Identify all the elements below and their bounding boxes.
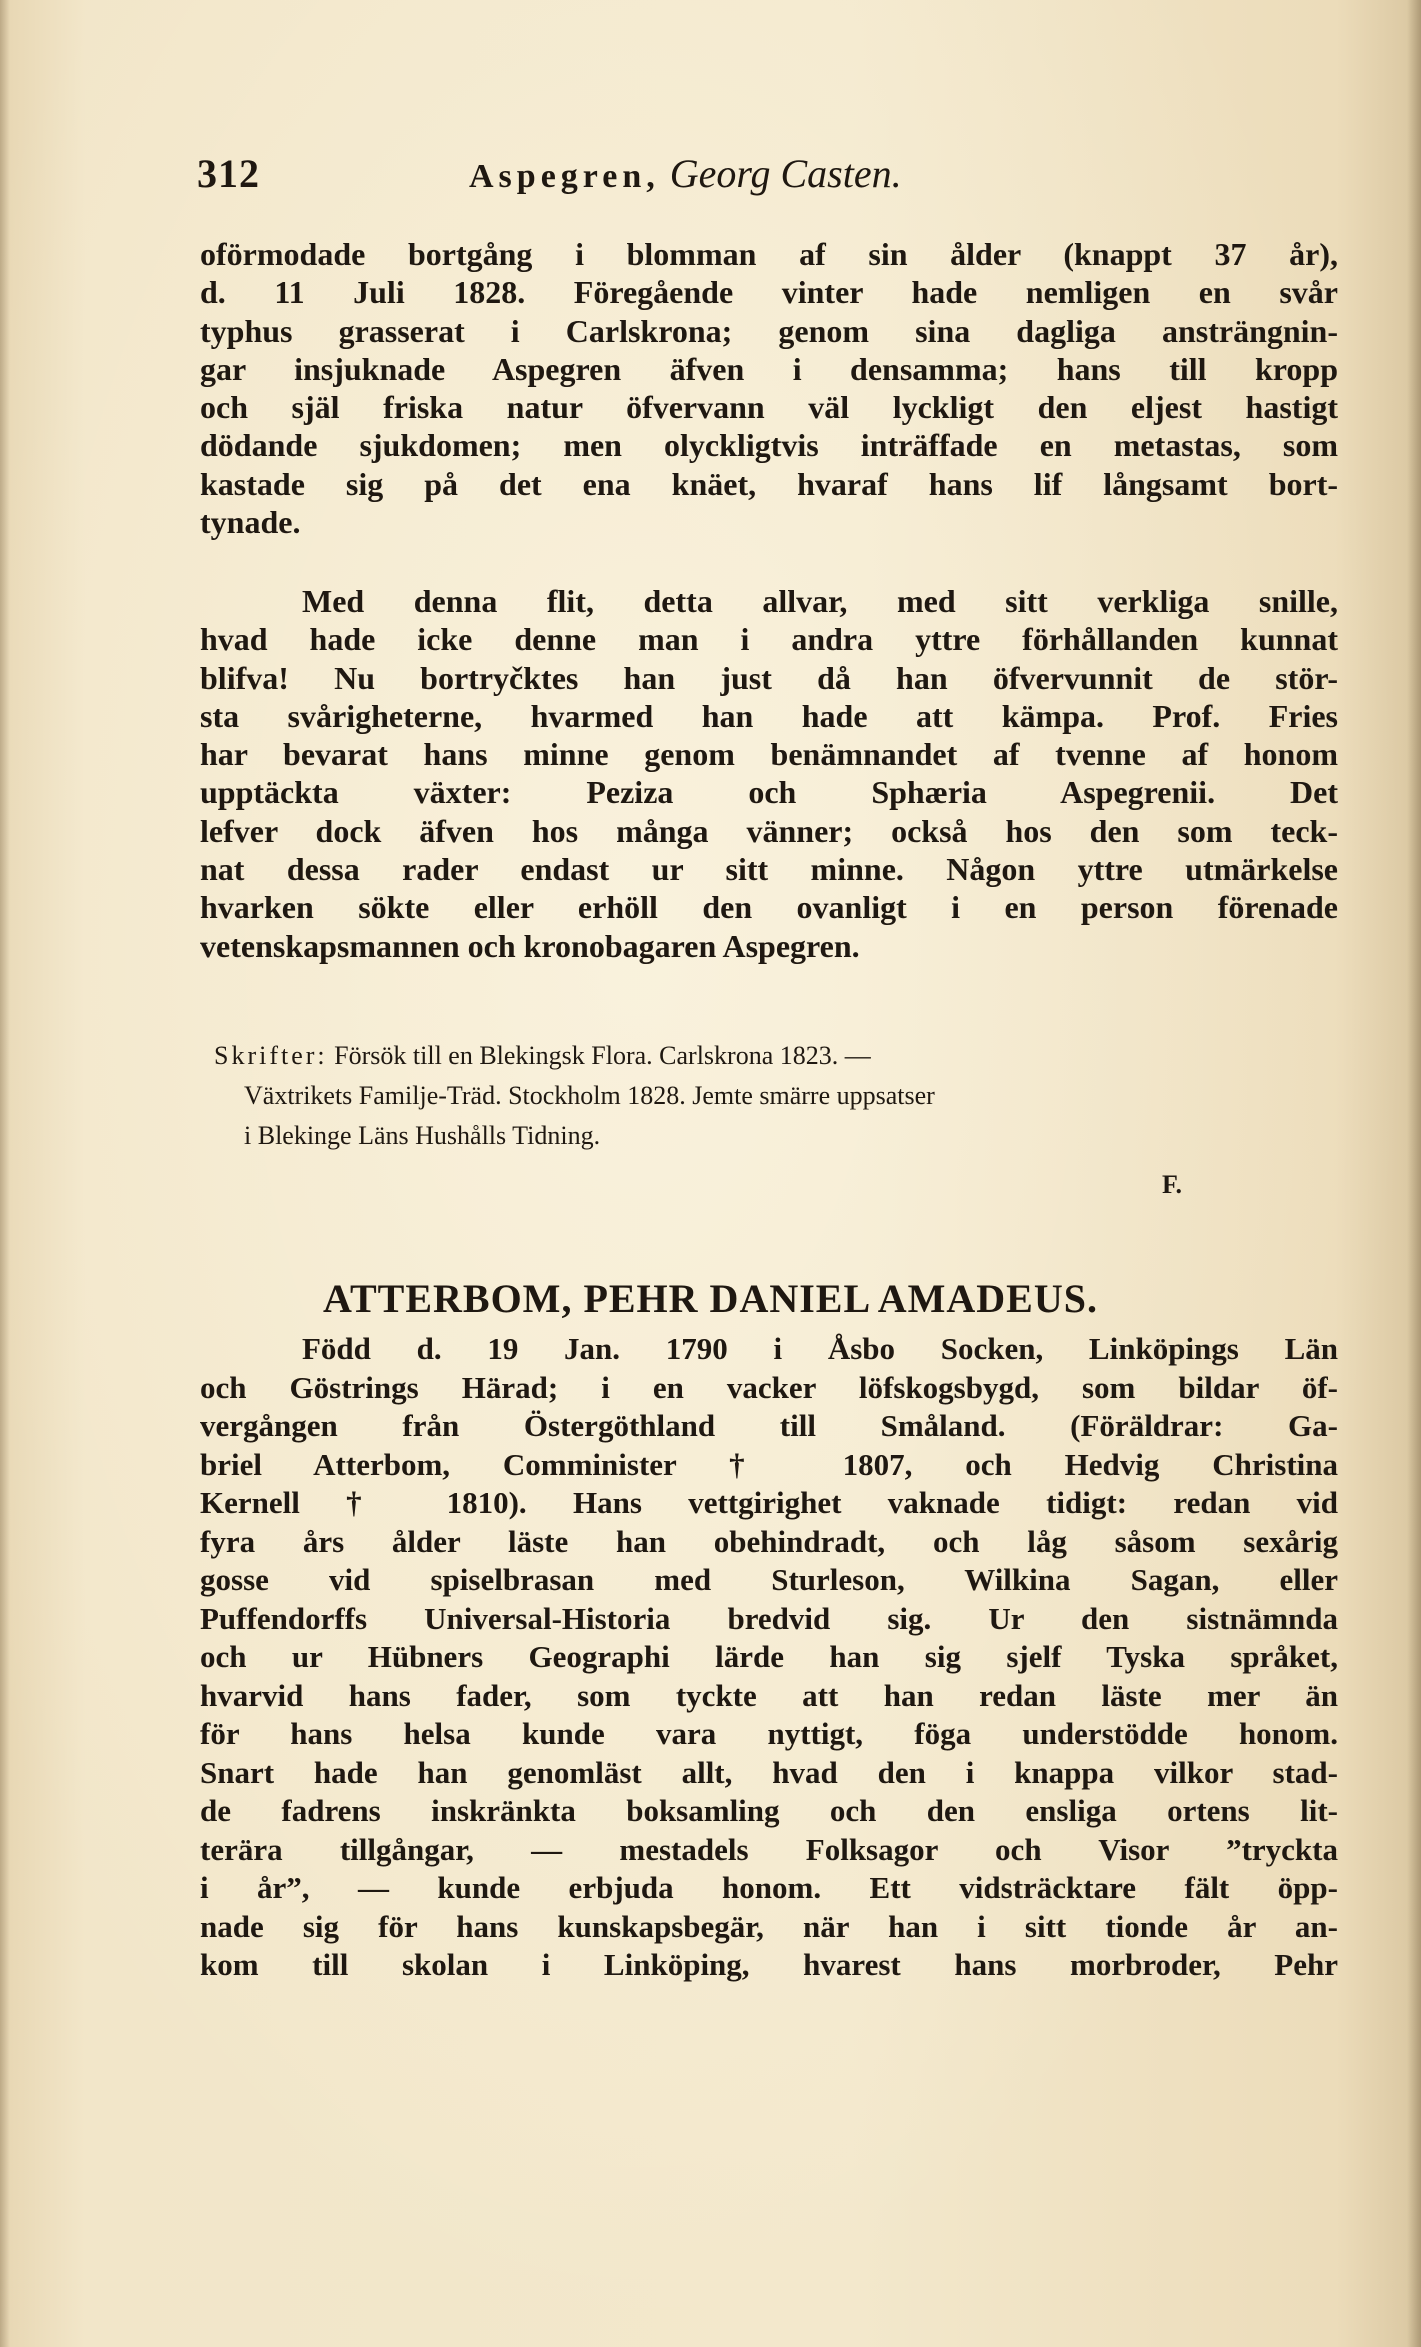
- author-signature: F.: [1162, 1170, 1182, 1199]
- text-line: terära tillgångar, — mestadels Folksagor och Visor ”tryckta: [200, 1831, 1338, 1867]
- text-line: typhus grasserat i Carlskrona; genom sina dagliga ansträngnin-: [200, 312, 1338, 349]
- text-line: i år”, — kunde erbjuda honom. Ett vidsträcktare fält öpp-: [200, 1870, 1338, 1905]
- text-line: hvarken sökte eller erhöll den ovanligt i en person förenade: [200, 889, 1338, 926]
- text-line: sta svårigheterne, hvarmed han hade att kämpa. Prof. Fries: [200, 697, 1338, 734]
- writings-line: Växtrikets Familje-Träd. Stockholm 1828. Jemte smärre uppsatser: [244, 1081, 935, 1110]
- running-head-surname: Aspegren,: [469, 158, 660, 195]
- text-line: oförmodade bortgång i blomman af sin ålder (knappt 37 år),: [200, 236, 1338, 272]
- writings-text: Försök till en Blekingsk Flora. Carlskrona 1823. —: [334, 1041, 871, 1070]
- text-line: och ur Hübners Geographi lärde han sig sjelf Tyska språket,: [200, 1639, 1338, 1674]
- text-line: kastade sig på det ena knäet, hvaraf hans lif långsamt bort-: [200, 465, 1338, 502]
- text-line: för hans helsa kunde vara nyttigt, föga understödde honom.: [200, 1716, 1338, 1751]
- text-line: de fadrens inskränkta boksamling och den ensliga ortens lit-: [200, 1793, 1338, 1828]
- running-header: [197, 150, 1097, 200]
- text-line: Född d. 19 Jan. 1790 i Åsbo Socken, Linköpings Län: [302, 1331, 1338, 1366]
- text-line: upptäckta växter: Peziza och Sphæria Aspegrenii. Det: [200, 774, 1338, 811]
- text-line: nat dessa rader endast ur sitt minne. Någon yttre utmärkelse: [200, 851, 1338, 888]
- page-left-edge: [0, 0, 10, 2347]
- text-line: blifva! Nu bortryčktes han just då han öfvervunnit de stör-: [200, 659, 1338, 696]
- text-line: gosse vid spiselbrasan med Sturleson, Wilkina Sagan, eller: [200, 1562, 1338, 1597]
- text-line: och själ friska natur öfvervann väl lyckligt den eljest hastigt: [200, 389, 1338, 426]
- entry-paragraph: [200, 1330, 1338, 1985]
- writings-line: i Blekinge Läns Hushålls Tidning.: [244, 1121, 601, 1150]
- text-line: tynade.: [200, 504, 301, 541]
- writings-line: [214, 1036, 1330, 1076]
- text-line: d. 11 Juli 1828. Föregående vinter hade nemligen en svår: [200, 274, 1338, 311]
- text-line: lefver dock äfven hos många vänner; också hos den som teck-: [200, 812, 1338, 849]
- text-line: nade sig för hans kunskapsbegär, när han i sitt tionde år an-: [200, 1908, 1338, 1944]
- text-line: Kernell † 1810). Hans vettgirighet vaknade tidigt: redan vid: [200, 1485, 1338, 1520]
- page-number: 312: [197, 151, 260, 196]
- text-line: hvad hade icke denne man i andra yttre förhållanden kunnat: [200, 621, 1338, 658]
- text-line: vergången från Östergöthland till Småland. (Föräldrar: Ga-: [200, 1408, 1338, 1443]
- running-head-given-names: Georg Casten.: [669, 151, 902, 196]
- text-line: har bevarat hans minne genom benämnandet af tvenne af honom: [200, 736, 1338, 773]
- writings-list: [214, 1036, 1330, 1156]
- text-line: Snart hade han genomläst allt, hvad den i knappa vilkor stad-: [200, 1754, 1338, 1790]
- text-line: briel Atterbom, Comminister † 1807, och Hedvig Christina: [200, 1446, 1338, 1482]
- text-line: dödande sjukdomen; men olyckligtvis inträffade en metastas, som: [200, 427, 1338, 464]
- paragraph-1: [200, 235, 1338, 541]
- text-line: och Göstrings Härad; i en vacker löfskogsbygd, som bildar öf-: [200, 1369, 1338, 1405]
- paragraph-2: [200, 582, 1338, 965]
- writings-label: Skrifter:: [214, 1041, 328, 1070]
- entry-heading: ATTERBOM, PEHR DANIEL AMADEUS.: [323, 1276, 1098, 1321]
- text-line: Med denna flit, detta allvar, med sitt verkliga snille,: [302, 583, 1338, 619]
- text-line: fyra års ålder läste han obehindradt, och låg såsom sexårig: [200, 1523, 1338, 1559]
- text-line: Puffendorffs Universal-Historia bredvid sig. Ur den sistnämnda: [200, 1600, 1338, 1636]
- text-line: hvarvid hans fader, som tyckte att han redan läste mer än: [200, 1677, 1338, 1713]
- page-right-edge: [1407, 0, 1421, 2347]
- text-line: kom till skolan i Linköping, hvarest hans morbroder, Pehr: [200, 1947, 1338, 1982]
- text-line: vetenskapsmannen och kronobagaren Aspegren.: [200, 927, 860, 964]
- text-line: gar insjuknade Aspegren äfven i densamma; hans till kropp: [200, 350, 1338, 387]
- running-head-title: [469, 150, 902, 197]
